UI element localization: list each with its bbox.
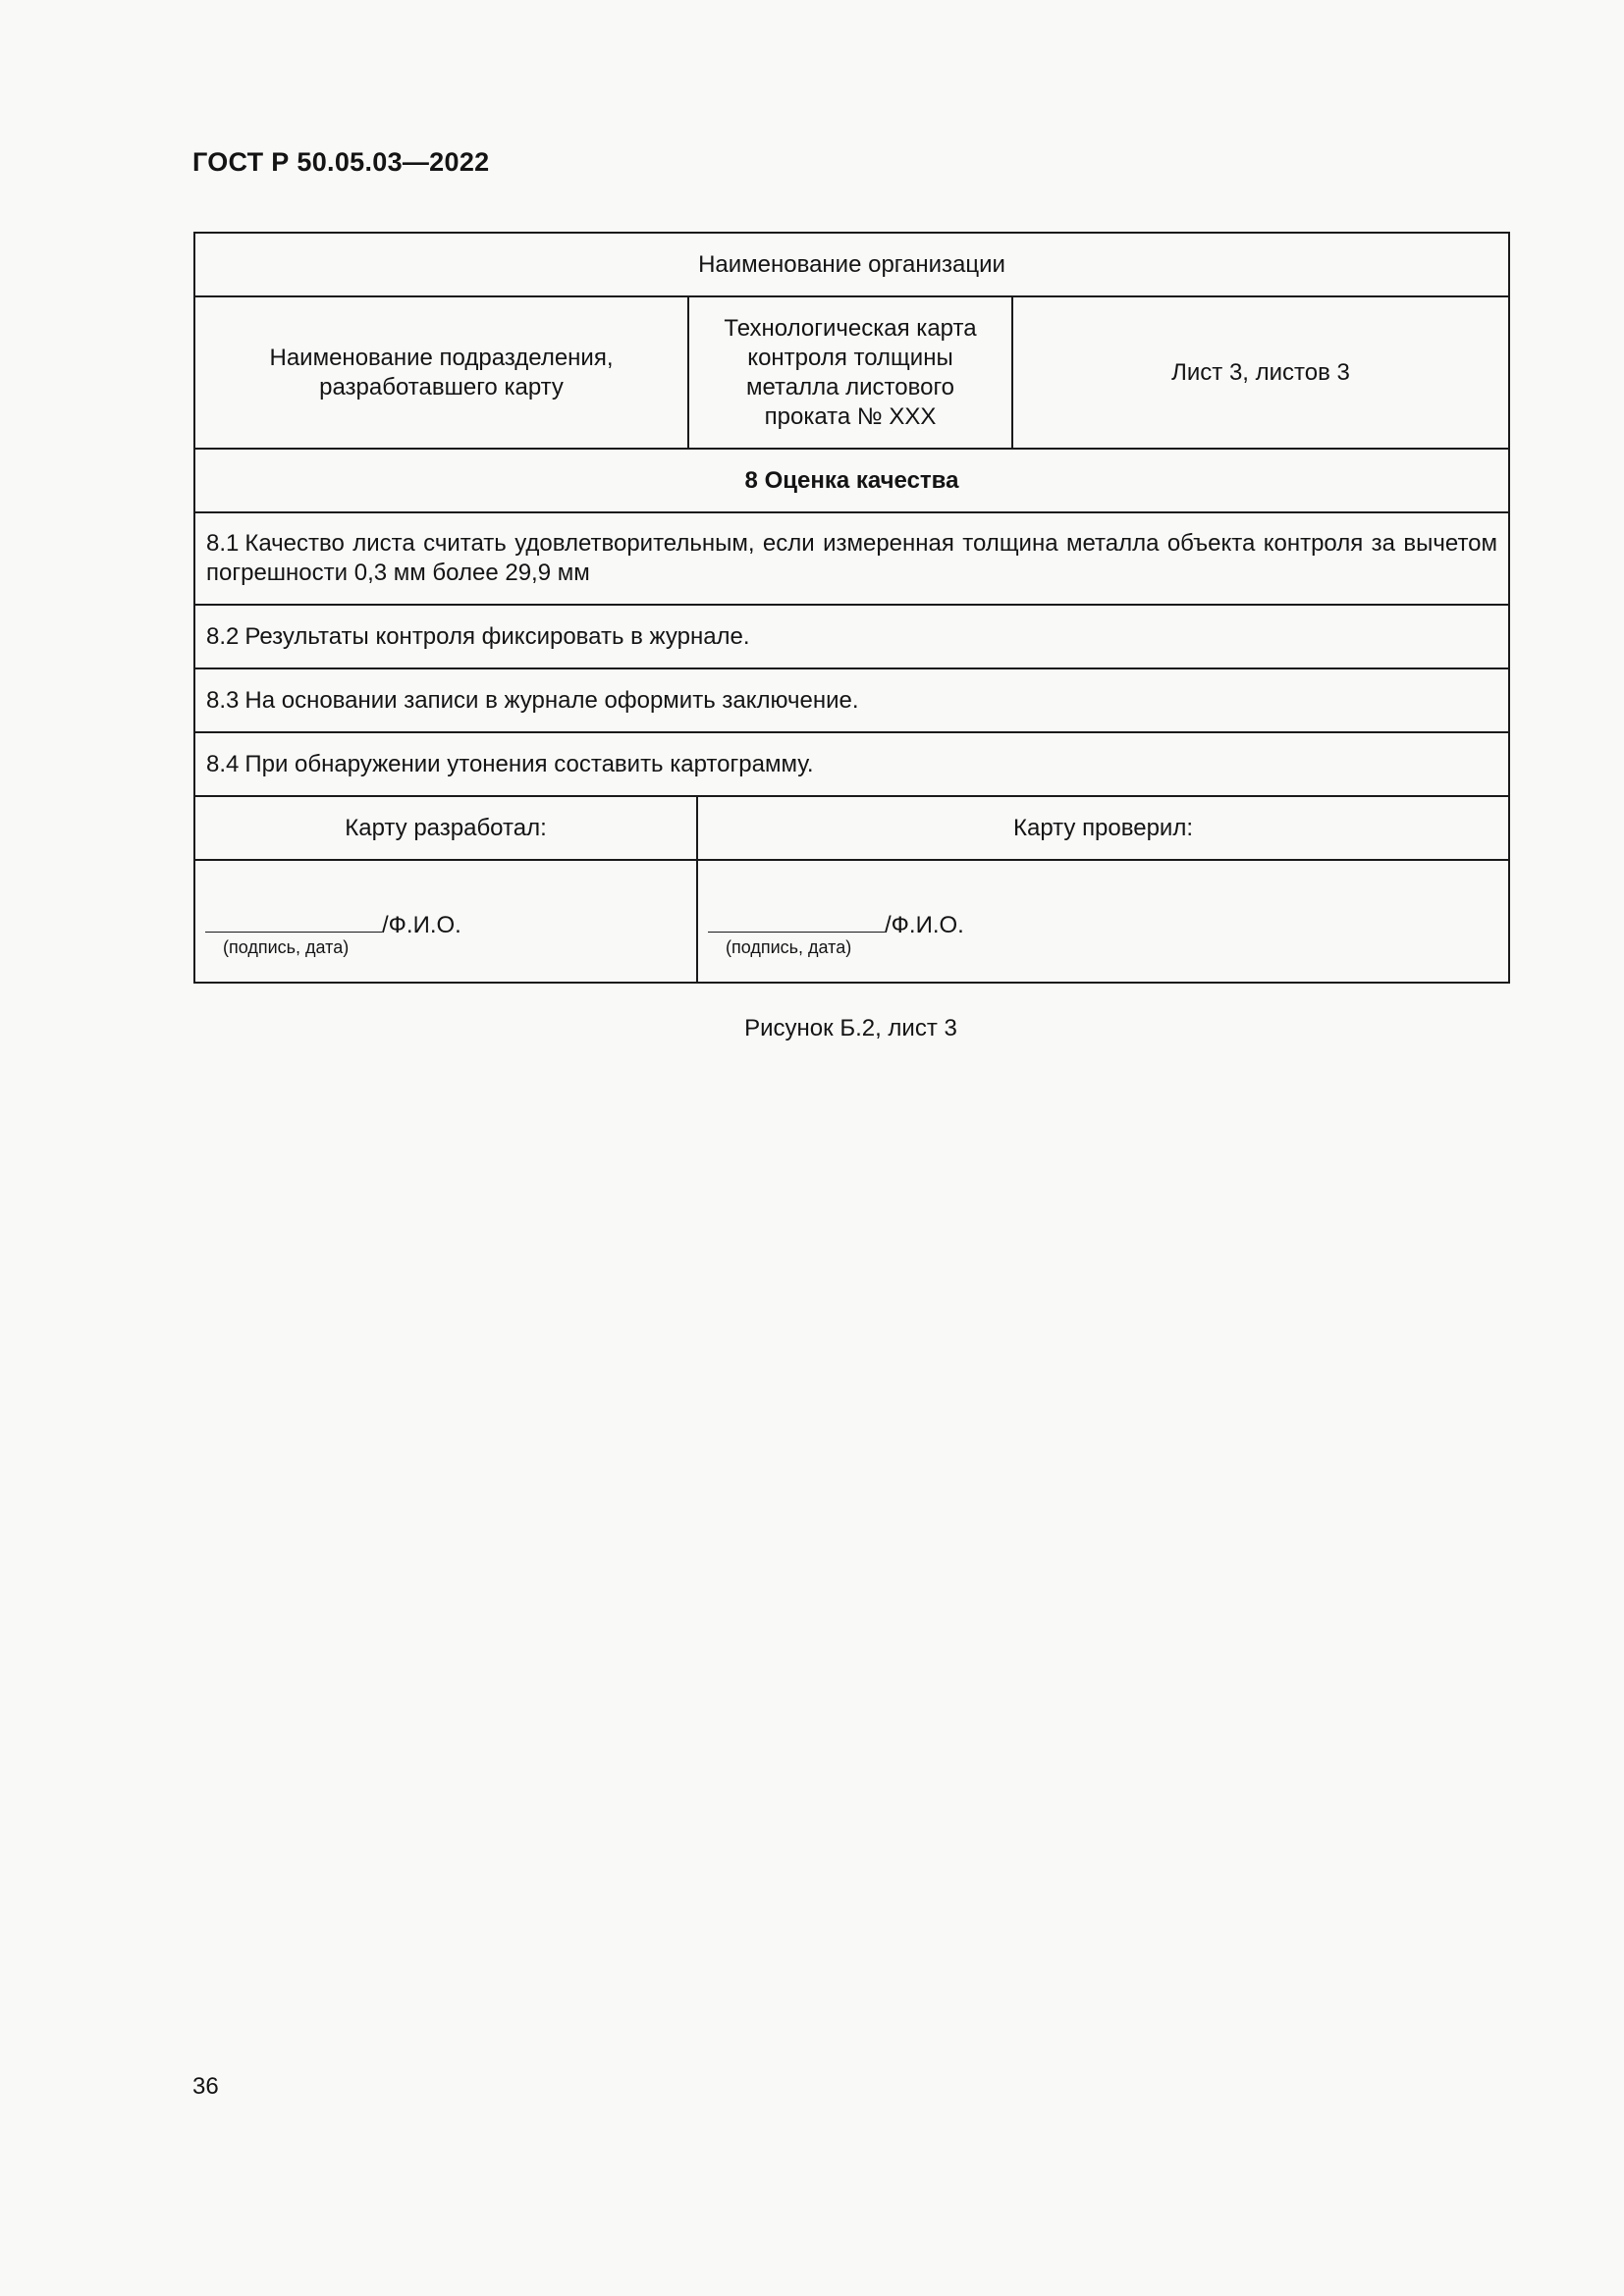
developed-by-cell — [194, 796, 697, 860]
organization-cell — [194, 233, 1509, 296]
sheet-info: Лист 3, листов 3 — [1171, 358, 1350, 386]
item-number: 8.3 — [206, 686, 240, 714]
checked-by-label: Карту проверил: — [1012, 814, 1194, 841]
item-content: Результаты контроля фиксировать в журнале. — [244, 622, 750, 650]
department-name: Наименование подразделения, разработавшего карту — [269, 344, 614, 400]
item-text — [195, 686, 1508, 716]
item-content: При обнаружении утонения составить картограмму. — [244, 750, 814, 777]
item-row — [194, 512, 1509, 605]
organization-name: Наименование организации — [698, 250, 1005, 278]
signature-blank — [708, 908, 885, 933]
developed-by-label: Карту разработал: — [345, 814, 547, 841]
organization-row — [194, 233, 1509, 296]
item-content: На основании записи в журнале оформить заключение. — [244, 686, 859, 714]
document-code: ГОСТ Р 50.05.03—2022 — [192, 147, 490, 177]
item-text — [195, 529, 1508, 588]
card-header-row — [194, 296, 1509, 449]
card-title-cell — [688, 296, 1012, 449]
item-text — [195, 750, 1508, 779]
item-cell — [194, 605, 1509, 668]
department-cell — [194, 296, 688, 449]
item-cell — [194, 668, 1509, 732]
card-title: Технологическая карта контроля толщины металла листового проката № XXX — [724, 314, 977, 430]
checker-signature-line — [708, 908, 964, 939]
name-suffix: /Ф.И.О. — [382, 912, 461, 938]
developer-signature-line — [205, 908, 461, 939]
item-cell — [194, 512, 1509, 605]
item-cell — [194, 732, 1509, 796]
signature-caption: (подпись, дата) — [223, 937, 350, 957]
section-title: 8 Оценка качества — [744, 466, 959, 494]
item-content: Качество листа считать удовлетворительным, если измеренная толщина металла объекта контроля за вычетом погрешности 0,3 мм более 29,9 мм — [206, 530, 1498, 586]
technological-card-table — [193, 232, 1510, 984]
signature-caption: (подпись, дата) — [726, 937, 852, 957]
developer-signature-cell — [194, 860, 697, 983]
signature-labels-row — [194, 796, 1509, 860]
item-row — [194, 605, 1509, 668]
page-number: 36 — [192, 2073, 219, 2100]
signature-blank — [205, 908, 382, 933]
item-number: 8.2 — [206, 622, 240, 650]
signature-row — [194, 860, 1509, 983]
item-number: 8.4 — [206, 750, 240, 777]
item-number: 8.1 — [206, 530, 240, 557]
section-cell — [194, 449, 1509, 512]
figure-caption: Рисунок Б.2, лист 3 — [744, 1015, 957, 1041]
sheet-cell — [1012, 296, 1509, 449]
item-row — [194, 668, 1509, 732]
checked-by-cell — [697, 796, 1509, 860]
item-row — [194, 732, 1509, 796]
checker-signature-cell — [697, 860, 1509, 983]
item-text — [195, 622, 1508, 652]
section-row — [194, 449, 1509, 512]
name-suffix: /Ф.И.О. — [885, 912, 964, 938]
